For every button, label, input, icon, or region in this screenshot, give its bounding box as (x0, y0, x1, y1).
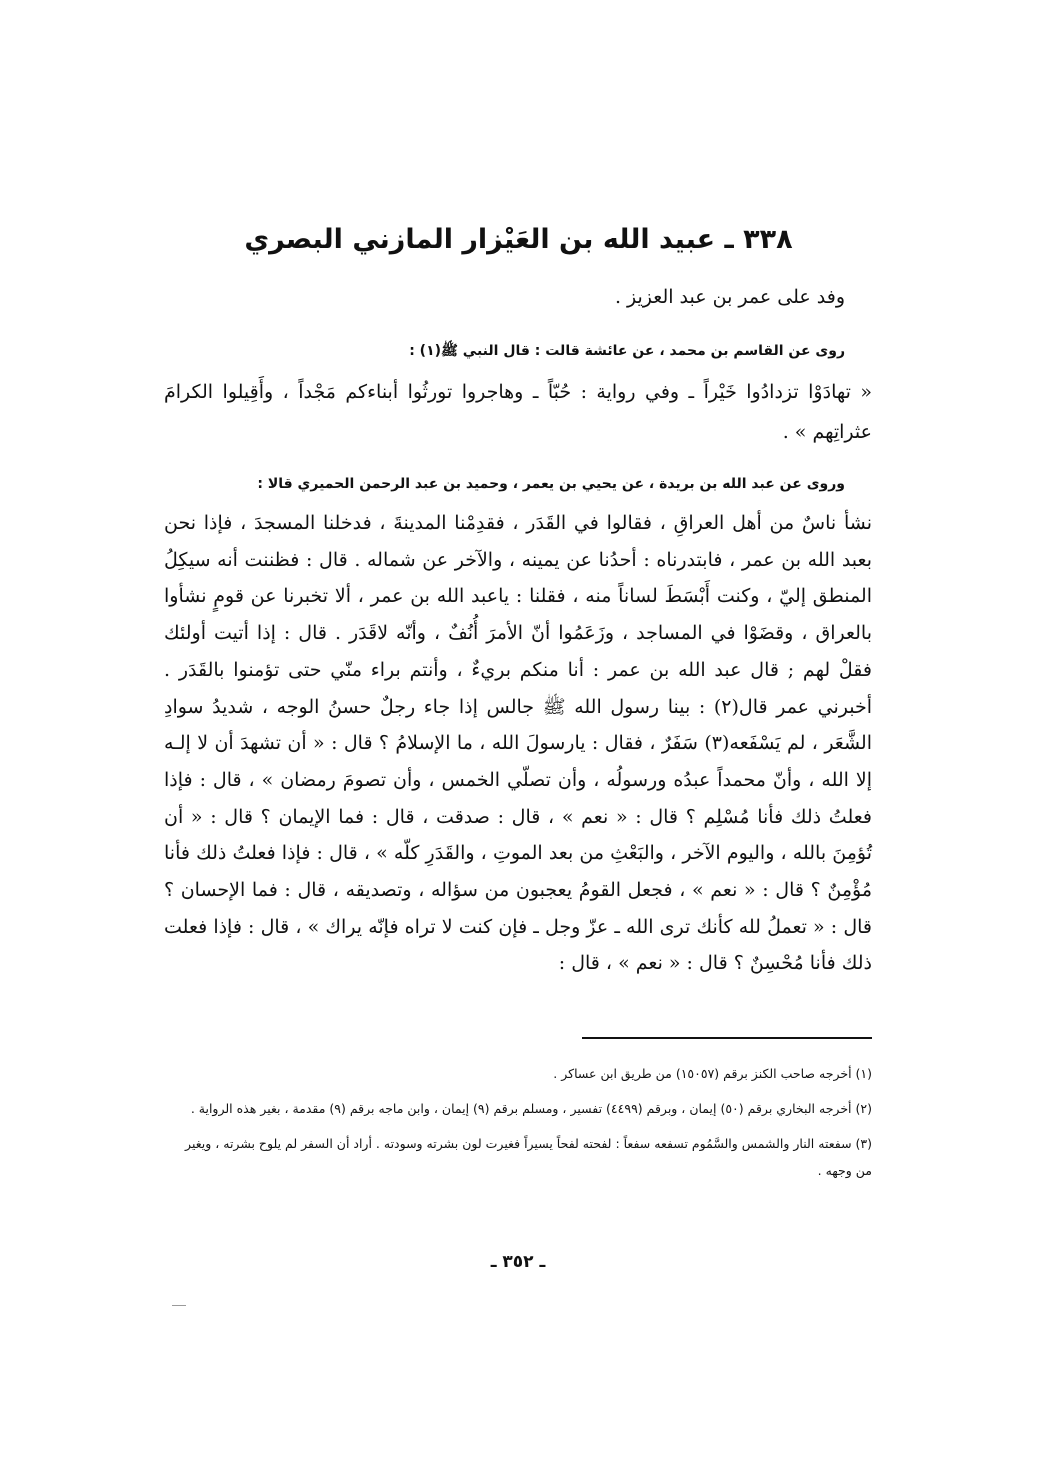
scan-artifact (172, 1305, 186, 1306)
isnad-chain-2: وروى عن عبد الله بن بريدة ، عن يحيي بن يعمر ، وحميد بن عبد الرحمن الحميري قالا : (257, 476, 845, 492)
footnote-2: (٢) أخرجه البخاري برقم (٥٠) إيمان ، وبرقم (٤٤٩٩) تفسير ، ومسلم برقم (٩) إيمان ، وابن ماجه برقم (٩) مقدمة ، بغير هذه الرواية . (190, 1101, 872, 1116)
footnote-separator (582, 1037, 872, 1039)
entry-intro: وفد على عمر بن عبد العزيز . (614, 286, 845, 308)
footnote-3: (٣) سفعته النار والشمس والسَّمُوم تسفعه سفعاً : لفحته لفحاً يسيراً فغيرت لون بشرته وسودته . أراد أن السفر لم يلوح بشرته ، ويغير من وجهه . (185, 1136, 872, 1178)
page-number: ـ ٣٥٢ ـ (490, 1252, 546, 1272)
hadith-text-1: « تهادَوْا تزدادُوا خَيْراً ـ وفي رواية : حُبّاً ـ وهاجروا تورثُوا أبناءكم مَجْداً ، وأَقِيلوا الكرامَ عثراتِهم » . (164, 381, 872, 443)
footnotes (172, 1060, 872, 1192)
entry-title: ٣٣٨ ـ عبيد الله بن العَيْزار المازني البصري (244, 224, 793, 255)
isnad-chain-1: روى عن القاسم بن محمد ، عن عائشة قالت : قال النبي ﷺ(١) : (409, 343, 845, 359)
footnote-1: (١) أخرجه صاحب الكنز برقم (١٥٠٥٧) من طريق ابن عساكر . (553, 1066, 872, 1081)
hadith-text-2: نشأ ناسٌ من أهل العراقِ ، فقالوا في القَدَر ، فقدِمْنا المدينةَ ، فدخلنا المسجدَ ، فإذا نحن بعبد الله بن عمر ، فابتدرناه : أحدُنا عن يمينه ، والآخر عن شماله . قال : فظننت أنه سيكِلُ المنطق إليّ ، وكنت أَبْسَطَ لساناً منه ، فقلنا : ياعبد الله بن عمر ، ألا تخبرنا عن قومٍ نشأوا بالعراق ، وقضَوْا في المساجد ، وزَعَمُوا أنّ الأمرَ أُنُفٌ ، وأنّه لاقَدَر . قال : إذا أتيت أولئك فقلْ لهم ; قال عبد الله بن عمر : أنا منكم بريءٌ ، وأنتم براء منّي حتى تؤمنوا بالقَدَر . أخبرني عمر قال(٢) : بينا رسول الله ﷺ جالس إذا جاء رجلٌ حسنُ الوجه ، شديدُ سوادِ الشَّعَر ، لم يَسْفَعه(٣) سَفَرٌ ، فقال : يارسولَ الله ، ما الإسلامُ ؟ قال : « أن تشهدَ أن لا إلـه إلا الله ، وأنّ محمداً عبدُه ورسولُه ، وأن تصلّي الخمس ، وأن تصومَ رمضان » ، قال : فإذا فعلتُ ذلك فأنا مُسْلِم ؟ قال : « نعم » ، قال : صدقت ، قال : فما الإيمان ؟ قال : « أن تُؤمِنَ بالله ، واليوم الآخر ، والبَعْثِ من بعد الموتِ ، والقَدَرِ كلّه » ، قال : فإذا فعلتُ ذلك فأنا مُؤْمِنٌ ؟ قال : « نعم » ، فجعل القومُ يعجبون من سؤاله ، وتصديقه ، قال : فما الإحسان ؟ قال : « تعملُ لله كأنك ترى الله ـ عزّ وجل ـ فإن كنت لا تراه فإنّه يراك » ، قال : فإذا فعلت ذلك فأنا مُحْسِنٌ ؟ قال : « نعم » ، قال : (164, 512, 872, 975)
